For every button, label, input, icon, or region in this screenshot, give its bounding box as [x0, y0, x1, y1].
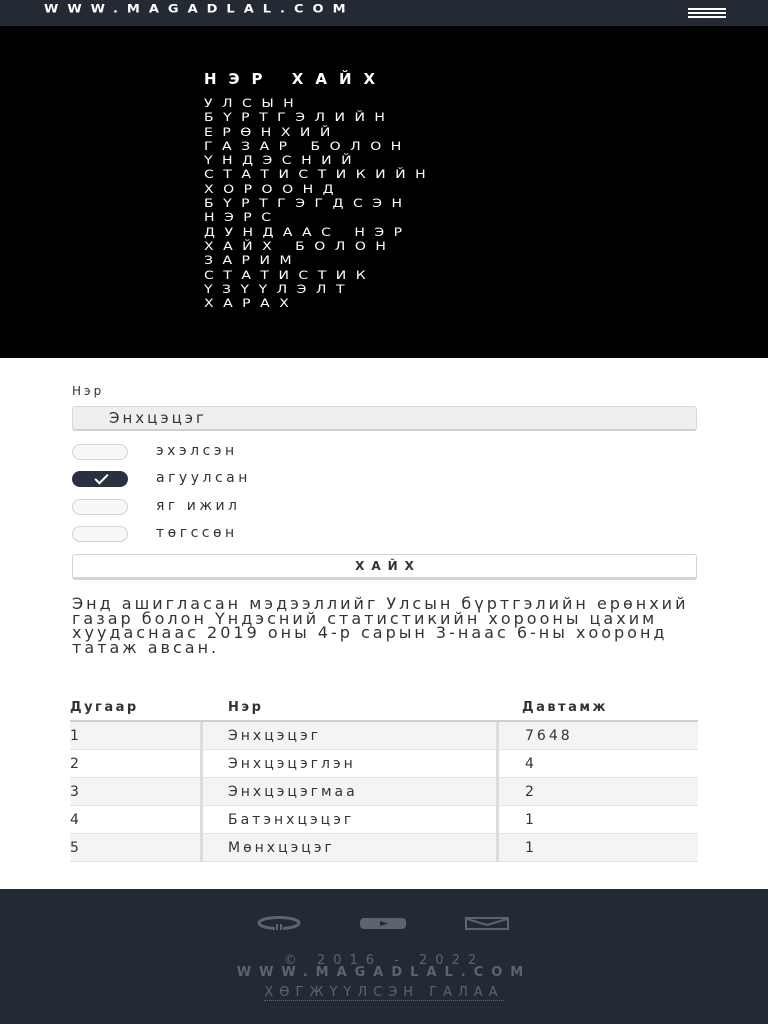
table-row [70, 834, 698, 862]
hero-description [204, 98, 435, 312]
hamburger-menu-button[interactable] [684, 5, 728, 21]
column-divider [496, 806, 499, 834]
table-row [70, 750, 698, 778]
cell-number: 1 [70, 728, 82, 744]
hero-line: БҮРТГЭЛИЙН [204, 111, 395, 125]
cell-name: Мөнхцэцэг [228, 840, 335, 856]
hero-line: ЗАРИМ [204, 254, 302, 268]
column-divider [496, 778, 499, 806]
radio-option-starts-with[interactable] [72, 442, 372, 462]
hero-banner [0, 26, 768, 358]
data-source-note: Энд ашигласан мэдээллийг Улсын бүртгэлийн ерөнхий газар болон Үндэсний статистикийн хорооны цахим хуудаснаас 2019 оны 4-р сарын 3-наас 6-ны хооронд татаж авсан. [72, 594, 689, 657]
cell-number: 3 [70, 784, 82, 800]
cell-number: 2 [70, 756, 82, 772]
cell-number: 5 [70, 840, 82, 856]
radio-button[interactable] [72, 526, 128, 542]
radio-option-contains[interactable] [72, 469, 372, 489]
name-search-input[interactable] [72, 406, 697, 431]
column-divider [496, 834, 499, 862]
cell-number: 4 [70, 812, 82, 828]
radio-label: агуулсан [156, 470, 251, 486]
radio-option-exact[interactable] [72, 497, 372, 517]
hero-line: УЛСЫН [204, 97, 304, 111]
hero-line: СТАТИСТИКИЙН [204, 168, 436, 182]
page-footer [0, 889, 768, 1024]
column-divider [496, 750, 499, 778]
hero-line: ҮНДЭСНИЙ [204, 154, 362, 168]
column-divider [496, 722, 499, 750]
table-row [70, 722, 698, 750]
hero-line: БҮРТГЭГДСЭН [204, 197, 412, 211]
hero-line: ХАЙХ БОЛОН [204, 240, 396, 254]
search-button[interactable]: ХАЙХ [72, 554, 697, 580]
hero-line: НЭРС [204, 211, 281, 225]
radio-button[interactable] [72, 444, 128, 460]
developer-credit [0, 985, 768, 1000]
hero-line: ДУНДААС НЭР [204, 225, 412, 239]
column-divider [200, 750, 203, 778]
hero-line: ХАРАХ [204, 297, 299, 311]
column-divider [200, 722, 203, 750]
cell-name: Энхцэцэглэн [228, 756, 356, 772]
column-header-frequency: Давтамж [522, 700, 608, 715]
column-divider [200, 778, 203, 806]
copyright-text: © 2016 - 2022 [283, 953, 485, 968]
radio-label: төгссөн [156, 525, 238, 541]
developer-credit-link[interactable]: ХӨГЖҮҮЛСЭН ГАЛАА [264, 985, 504, 1000]
cell-frequency: 1 [525, 840, 537, 856]
cell-name: Энхцэцэг [228, 728, 321, 744]
mail-icon[interactable] [465, 915, 509, 929]
radio-label: яг ижил [156, 498, 241, 514]
cell-name: Энхцэцэгмаа [228, 784, 358, 800]
youtube-icon[interactable] [360, 915, 404, 929]
column-divider [200, 806, 203, 834]
cell-name: Батэнхцэцэг [228, 812, 355, 828]
table-row [70, 806, 698, 834]
top-navbar [0, 0, 768, 26]
cell-frequency: 4 [525, 756, 537, 772]
hero-line: ХОРООНД [204, 182, 344, 197]
radio-option-ends-with[interactable] [72, 524, 372, 544]
hero-line: ҮЗҮҮЛЭЛТ [204, 283, 355, 297]
cell-frequency: 2 [525, 784, 537, 800]
name-field-label: Нэр [72, 384, 105, 398]
table-row [70, 778, 698, 806]
cell-frequency: 7648 [525, 728, 573, 744]
github-icon[interactable] [257, 915, 301, 929]
site-title[interactable]: WWW.MAGADLAL.COM [44, 3, 355, 16]
radio-button-checked[interactable] [72, 471, 128, 487]
column-header-number: Дугаар [70, 700, 139, 715]
hero-line: ГАЗАР БОЛОН [204, 140, 411, 154]
cell-frequency: 1 [525, 812, 537, 828]
radio-label: эхэлсэн [156, 443, 238, 459]
column-divider [200, 834, 203, 862]
radio-button[interactable] [72, 499, 128, 515]
column-header-name: Нэр [228, 700, 264, 715]
hero-line: ЕРӨНХИЙ [204, 125, 340, 139]
hero-title: НЭР ХАЙХ [204, 70, 388, 88]
footer-site-link[interactable]: WWW.MAGADLAL.COM [236, 965, 532, 980]
hero-line: СТАТИСТИК [204, 268, 376, 282]
